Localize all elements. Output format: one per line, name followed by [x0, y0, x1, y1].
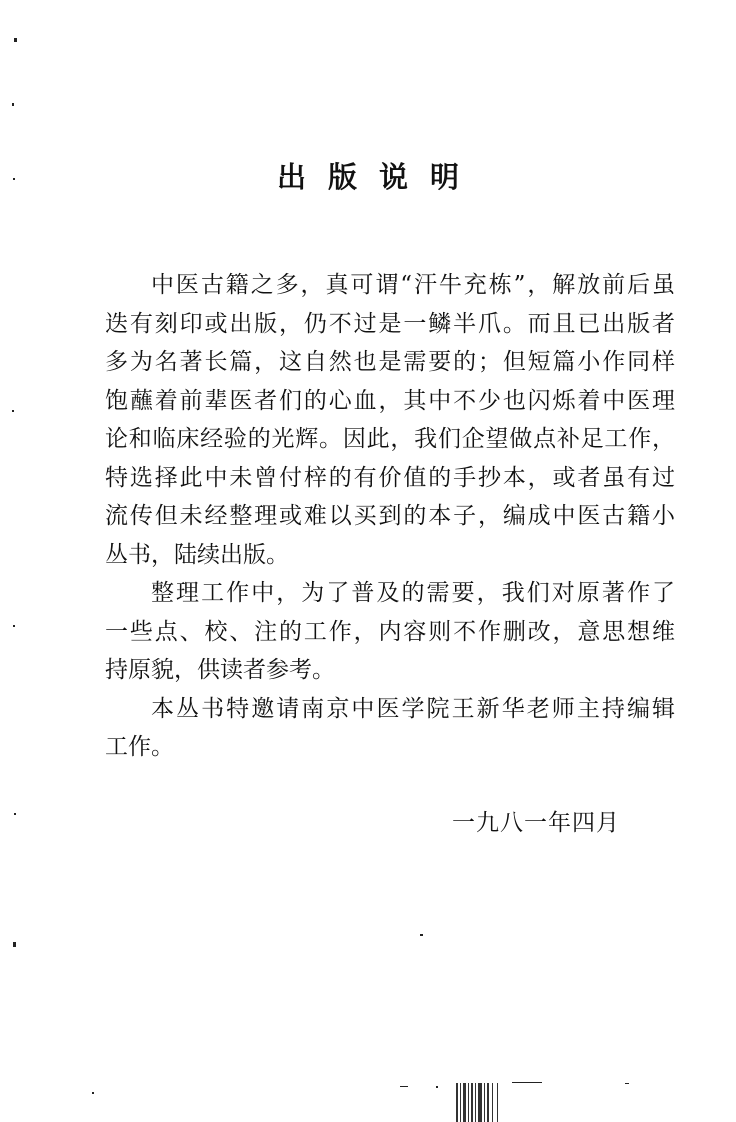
- scan-speck: [420, 934, 423, 936]
- scan-speck: [625, 1083, 629, 1084]
- text-line: 持原貌，供读者参考。: [105, 657, 335, 683]
- text-line: 本丛书特邀请南京中医学院王新华老师主持编辑: [151, 695, 675, 722]
- text-line: 丛书，陆续出版。: [105, 541, 289, 568]
- publication-date: 一九八一年四月: [452, 810, 620, 836]
- text-line: 流传但未经整理或难以买到的本子，编成中医古籍小: [105, 503, 675, 529]
- body-text: [105, 266, 675, 767]
- scan-speck: [13, 625, 15, 627]
- text-line: 迭有刻印或出版，仍不过是一鳞半爪。而且已出版者: [105, 310, 675, 337]
- text-line: 饱蘸着前辈医者们的心血，其中不少也闪烁着中医理: [105, 387, 675, 414]
- scan-speck: [400, 1086, 408, 1087]
- scan-speck: [12, 103, 14, 106]
- scan-speck: [92, 1092, 94, 1094]
- scan-speck: [13, 942, 16, 947]
- text-line: 中医古籍之多，真可谓“汗牛充栋”，解放前后虽: [151, 272, 675, 298]
- text-line: 论和临床经验的光辉。因此，我们企望做点补足工作，: [105, 426, 675, 452]
- barcode-fragment: [456, 1083, 502, 1122]
- scan-speck: [12, 410, 14, 412]
- text-line: 特选择此中未曾付梓的有价值的手抄本，或者虽有过: [105, 464, 675, 491]
- text-line: 整理工作中，为了普及的需要，我们对原著作了: [151, 580, 675, 606]
- text-line: 多为名著长篇，这自然也是需要的；但短篇小作同样: [105, 349, 675, 375]
- text-line: 一些点、校、注的工作，内容则不作删改，意思想维: [105, 618, 675, 645]
- scan-speck: [14, 813, 16, 815]
- scan-speck: [436, 1086, 438, 1088]
- scan-speck: [14, 38, 17, 42]
- scan-rule: [512, 1082, 542, 1083]
- page-title: 出版说明: [276, 160, 481, 194]
- text-line: 工作。: [105, 734, 174, 760]
